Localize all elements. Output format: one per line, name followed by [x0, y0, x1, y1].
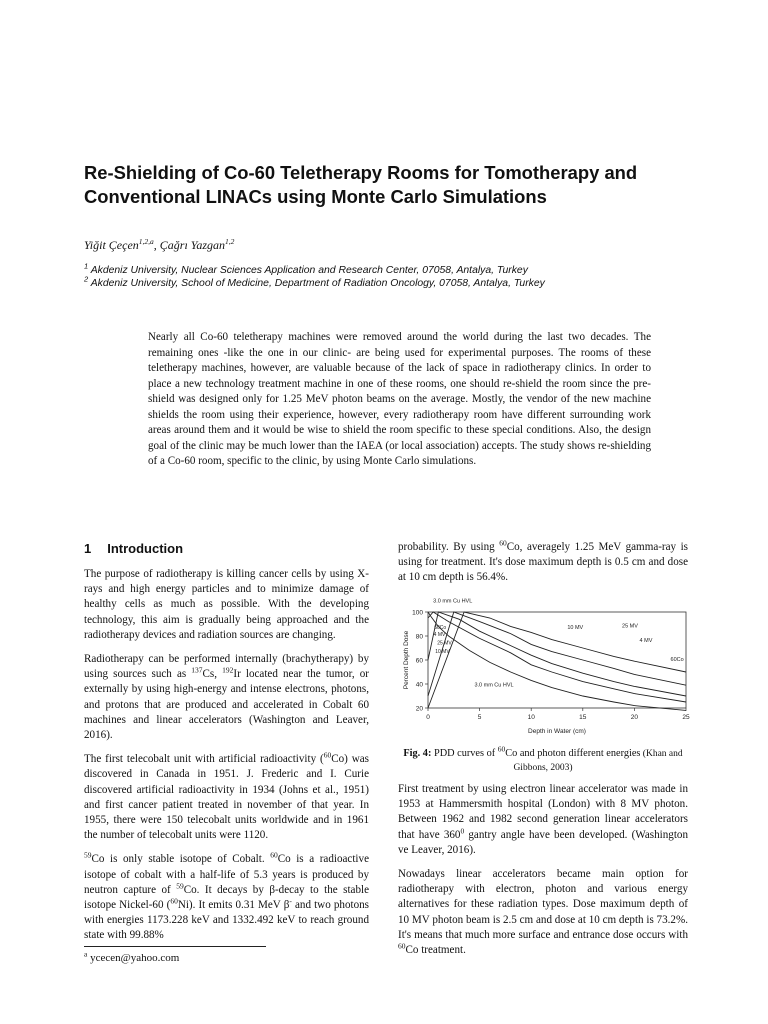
author-1-affil: 1,2,a — [138, 237, 154, 246]
right-column-bottom — [398, 782, 688, 967]
paragraph: The purpose of radiotherapy is killing cancer cells by using X-rays and high energy particles and to minimize damage of healthy cells as much as possible. With the developing technology, this aim is gradually being approached and the radiotherapy devices and radiation sources are changing. — [84, 568, 369, 641]
section-heading — [84, 541, 183, 556]
x-tick-label: 0 — [426, 714, 430, 721]
series-line — [428, 612, 686, 708]
y-tick-label: 100 — [412, 609, 423, 617]
footnote: $^a$ ycecen@yahoo.com — [84, 949, 180, 964]
affiliation-1: $^1$ Akdeniz University, Nuclear Sciences Application and Research Center, 07058, Antalya, Turkey — [84, 261, 528, 276]
right-column-top: probability. By using $^{60}$Co, averagely 1.25 MeV gamma-ray is using for treatment. It's dose maximum depth is 0.5 cm and dose at 10 cm depth is 56.4%. — [398, 538, 689, 584]
x-tick-label: 20 — [630, 714, 639, 721]
x-tick-label: 5 — [477, 714, 482, 721]
y-axis-label: Percent Depth Dose — [403, 630, 410, 690]
curve-label: 10 MV — [567, 624, 584, 631]
curve-label: 60Co — [670, 657, 684, 664]
curve-label: 3.0 mm Cu HVL — [474, 682, 514, 689]
paragraph: $^{59}$Co is only stable isotope of Cobalt. $^{60}$Co is a radioactive isotope of cobalt with a half-life of 5.3 years is produced by neutron capture of $^{59}$Co. It decays by β-decay to the stable isotope Nickel-60 ($^{60}$Ni). It emits 0.31 MeV β- and two photons with energies 1173.228 keV and 1332.492 keV to reach ground state with 99.88% — [84, 850, 370, 942]
y-tick-label: 80 — [415, 633, 423, 641]
curve-label: 4 MV — [639, 638, 653, 644]
paragraph: The first telecobalt unit with artificial radioactivity ($^{60}$Co) was discovered in Canada in 1951. J. Frederic and I. Curie discovered artificial radioactivity in 1934 (Johns et al., 1951) and first cancer patient treated in november of that year. In 1955, there were 150 telecobalt units worldwide and in 1961 the number of telecobalt units were 1120. — [84, 750, 369, 842]
series-line — [428, 612, 686, 696]
series-line — [428, 612, 686, 696]
abstract: Nearly all Co-60 teletherapy machines were removed around the world during the last two decades. The remaining ones -like the one in our clinic- are being used for experimental purposes. The rooms of these teletherapy machines, however, are valuable because of the lack of space in radiotherapy clinics. In order to place a new technology treatment machine in one of these rooms, one should re-shield the room since the pre-shield was designed only for 1.25 MeV photon beams on the average. Mostly, the vendor of the new machine shields the room using their experience, however, every radiotherapy room have different surrounding work areas around them and it would be wise to shield the room specific to these special conditions. Also, the design goal of the clinic may be much lower than the IAEA (or local association) accepts. The study shows re-shielding of a Co-60 room, specific to the clinic, by using Monte Carlo simulations. — [148, 331, 651, 467]
y-tick-label: 40 — [415, 681, 423, 689]
plot-frame — [428, 612, 686, 708]
y-tick-label: 60 — [415, 657, 423, 665]
left-column — [84, 567, 369, 953]
x-tick-label: 10 — [527, 714, 535, 721]
curve-label: 3.0 mm Cu HVL — [433, 598, 473, 605]
footnote-rule — [84, 946, 266, 947]
author-list — [84, 238, 234, 253]
author-separator: , — [153, 238, 160, 252]
curve-label: 25 MV — [437, 640, 452, 647]
paragraph: First treatment by using electron linear accelerator was made in 1953 at Hammersmith hospital (London) with 8 MV photon. Between 1962 and 1982 second generation linear accelerators that have $360^0$ gantry angle have been developed. (Washington ve Leaver, 2016). — [398, 783, 688, 856]
curve-label: 60Co — [434, 624, 447, 631]
paper-title: Re-Shielding of Co-60 Teletherapy Rooms for Tomotherapy and Conventional LINACs using Monte Carlo Simulations — [84, 162, 638, 207]
paragraph: Nowadays linear accelerators became main option for radiotherapy with electron, photon and various energy alternatives for these radiation types. Dose maximum depth of 10 MV photon beam is 2.5 cm and dose at 10 cm depth is 73.2%. It's means that much more surface and entrance dose occurs with $^{60}$Co treatment. — [398, 868, 688, 957]
x-axis-label: Depth in Water (cm) — [528, 728, 586, 735]
figure-caption: Fig. 4: PDD curves of $^{60}$Co and photon different energies (Khan and Gibbons, 2003) — [403, 744, 683, 773]
paragraph: Radiotherapy can be performed internally (brachytherapy) by using sources such as $^{137}$Cs, $^{192}$Ir located near the tumor, or externally by using high-energy and intense electrons, photons, and protons that are produced and accelerated in Cobalt 60 machines and linear accelerators (Washington and Leaver, 2016). — [84, 653, 369, 742]
curve-label: 4 MV — [433, 632, 446, 638]
author-2: Çağrı Yazgan — [159, 238, 226, 252]
affiliation-2: $^2$ Akdeniz University, School of Medicine, Department of Radiation Oncology, 07058, Antalya, Turkey — [84, 274, 545, 289]
figure-label: Fig. 4: — [403, 748, 432, 759]
author-1: Yiğit Çeçen — [84, 238, 139, 252]
curve-label: 10 MV — [435, 648, 450, 655]
affiliations — [84, 261, 704, 290]
section-number: 1 — [84, 541, 92, 556]
pdd-chart — [398, 590, 698, 740]
x-tick-label: 15 — [579, 714, 587, 721]
x-tick-label: 25 — [682, 714, 690, 721]
author-2-affil: 1,2 — [225, 237, 235, 246]
y-tick-label: 20 — [415, 705, 423, 713]
curve-label: 25 MV — [622, 623, 638, 630]
section-title: Introduction — [107, 541, 184, 556]
